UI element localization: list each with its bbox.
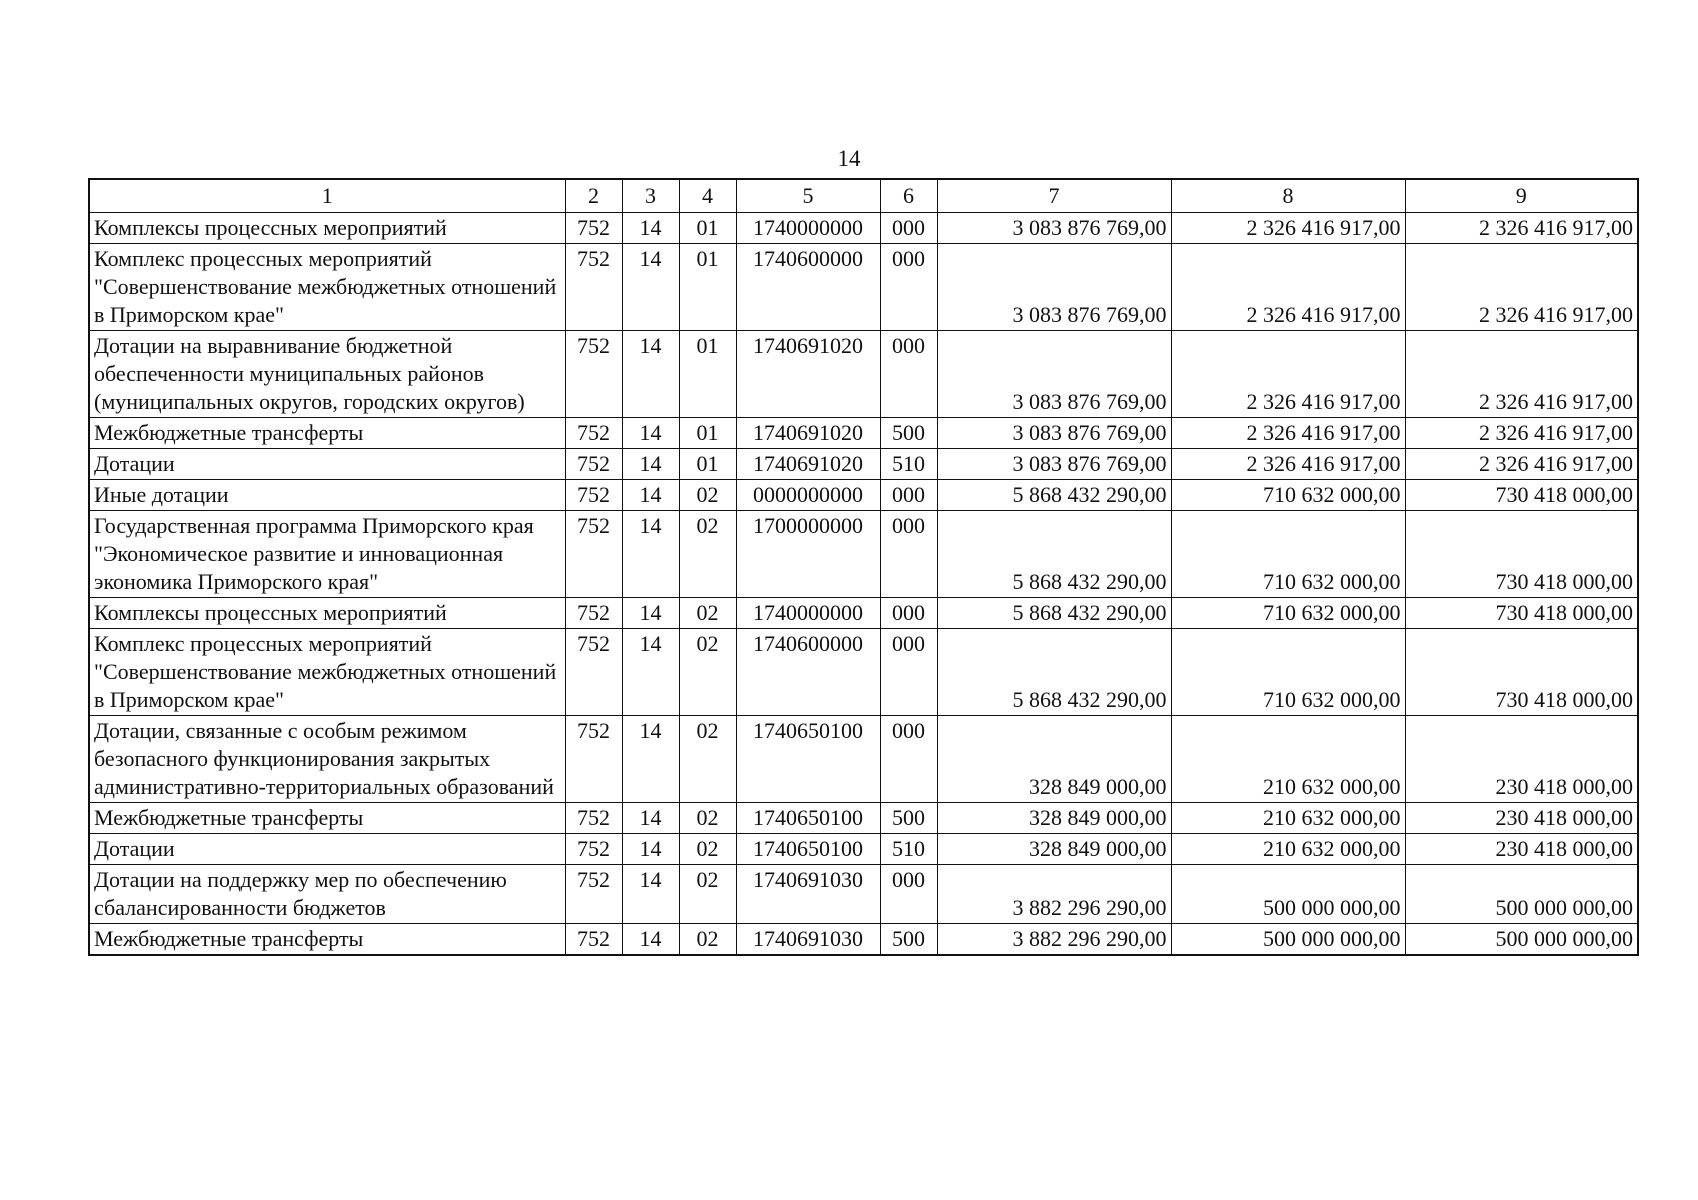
amount-col7-cell: 3 083 876 769,00: [937, 449, 1171, 480]
subsection-code-cell: 02: [679, 629, 736, 716]
subsection-code-cell: 02: [679, 924, 736, 956]
target-article-cell: 1740000000: [736, 598, 880, 629]
gr-code-cell: 752: [565, 418, 622, 449]
row-name-cell: Дотации: [89, 834, 565, 865]
gr-code-cell: 752: [565, 244, 622, 331]
target-article-cell: 0000000000: [736, 480, 880, 511]
amount-col8-cell: 500 000 000,00: [1171, 924, 1405, 956]
gr-code-cell: 752: [565, 598, 622, 629]
row-name-cell: Дотации на поддержку мер по обеспечению сбалансированности бюджетов: [89, 865, 565, 924]
amount-col8-cell: 210 632 000,00: [1171, 803, 1405, 834]
gr-code-cell: 752: [565, 449, 622, 480]
amount-col7-cell: 328 849 000,00: [937, 834, 1171, 865]
table-row: [89, 480, 1638, 511]
row-name-cell: Иные дотации: [89, 480, 565, 511]
target-article-cell: 1740600000: [736, 244, 880, 331]
table-row: [89, 924, 1638, 956]
amount-col8-cell: 710 632 000,00: [1171, 598, 1405, 629]
subsection-code-cell: 01: [679, 449, 736, 480]
row-name-cell: Комплекс процессных мероприятий "Совершенствование межбюджетных отношений в Приморском крае": [89, 629, 565, 716]
section-code-cell: 14: [622, 449, 679, 480]
header-cell: 3: [622, 179, 679, 213]
section-code-cell: 14: [622, 716, 679, 803]
gr-code-cell: 752: [565, 716, 622, 803]
subsection-code-cell: 02: [679, 598, 736, 629]
row-name-cell: Комплексы процессных мероприятий: [89, 598, 565, 629]
amount-col8-cell: 2 326 416 917,00: [1171, 213, 1405, 244]
table-row: [89, 834, 1638, 865]
amount-col7-cell: 3 882 296 290,00: [937, 924, 1171, 956]
header-cell: 9: [1405, 179, 1638, 213]
section-code-cell: 14: [622, 418, 679, 449]
section-code-cell: 14: [622, 213, 679, 244]
target-article-cell: 1740691030: [736, 865, 880, 924]
header-cell: 4: [679, 179, 736, 213]
subsection-code-cell: 01: [679, 331, 736, 418]
expense-type-cell: 000: [880, 331, 937, 418]
amount-col9-cell: 2 326 416 917,00: [1405, 213, 1638, 244]
expense-type-cell: 000: [880, 629, 937, 716]
section-code-cell: 14: [622, 511, 679, 598]
subsection-code-cell: 02: [679, 716, 736, 803]
amount-col7-cell: 3 882 296 290,00: [937, 865, 1171, 924]
table-row: [89, 629, 1638, 716]
amount-col9-cell: 730 418 000,00: [1405, 480, 1638, 511]
row-name-cell: Дотации, связанные с особым режимом безопасного функционирования закрытых административно-территориальных образований: [89, 716, 565, 803]
section-code-cell: 14: [622, 834, 679, 865]
amount-col9-cell: 730 418 000,00: [1405, 629, 1638, 716]
header-cell: 7: [937, 179, 1171, 213]
amount-col7-cell: 328 849 000,00: [937, 716, 1171, 803]
header-cell: 2: [565, 179, 622, 213]
expense-type-cell: 000: [880, 865, 937, 924]
row-name-cell: Комплексы процессных мероприятий: [89, 213, 565, 244]
amount-col9-cell: 2 326 416 917,00: [1405, 449, 1638, 480]
table-row: [89, 716, 1638, 803]
amount-col8-cell: 710 632 000,00: [1171, 629, 1405, 716]
row-name-cell: Государственная программа Приморского края "Экономическое развитие и инновационная экономика Приморского края": [89, 511, 565, 598]
gr-code-cell: 752: [565, 511, 622, 598]
page-number: 14: [837, 146, 861, 171]
expense-type-cell: 510: [880, 449, 937, 480]
section-code-cell: 14: [622, 629, 679, 716]
gr-code-cell: 752: [565, 480, 622, 511]
gr-code-cell: 752: [565, 865, 622, 924]
table-row: [89, 598, 1638, 629]
amount-col9-cell: 2 326 416 917,00: [1405, 418, 1638, 449]
amount-col7-cell: 3 083 876 769,00: [937, 331, 1171, 418]
target-article-cell: 1740691020: [736, 449, 880, 480]
amount-col7-cell: 5 868 432 290,00: [937, 480, 1171, 511]
amount-col9-cell: 230 418 000,00: [1405, 716, 1638, 803]
amount-col9-cell: 730 418 000,00: [1405, 598, 1638, 629]
amount-col7-cell: 5 868 432 290,00: [937, 629, 1171, 716]
gr-code-cell: 752: [565, 803, 622, 834]
amount-col9-cell: 230 418 000,00: [1405, 834, 1638, 865]
amount-col7-cell: 3 083 876 769,00: [937, 418, 1171, 449]
gr-code-cell: 752: [565, 629, 622, 716]
amount-col8-cell: 2 326 416 917,00: [1171, 418, 1405, 449]
target-article-cell: 1700000000: [736, 511, 880, 598]
table-row: [89, 331, 1638, 418]
target-article-cell: 1740650100: [736, 803, 880, 834]
table-header-row: [89, 179, 1638, 213]
target-article-cell: 1740600000: [736, 629, 880, 716]
subsection-code-cell: 01: [679, 418, 736, 449]
row-name-cell: Комплекс процессных мероприятий "Совершенствование межбюджетных отношений в Приморском крае": [89, 244, 565, 331]
subsection-code-cell: 02: [679, 511, 736, 598]
expense-type-cell: 510: [880, 834, 937, 865]
section-code-cell: 14: [622, 480, 679, 511]
amount-col9-cell: 230 418 000,00: [1405, 803, 1638, 834]
expense-type-cell: 000: [880, 480, 937, 511]
target-article-cell: 1740650100: [736, 834, 880, 865]
header-cell: 8: [1171, 179, 1405, 213]
target-article-cell: 1740691020: [736, 418, 880, 449]
row-name-cell: Межбюджетные трансферты: [89, 924, 565, 956]
expense-type-cell: 500: [880, 924, 937, 956]
gr-code-cell: 752: [565, 213, 622, 244]
table-row: [89, 418, 1638, 449]
amount-col9-cell: 500 000 000,00: [1405, 865, 1638, 924]
expense-type-cell: 500: [880, 803, 937, 834]
table-row: [89, 511, 1638, 598]
amount-col9-cell: 2 326 416 917,00: [1405, 331, 1638, 418]
gr-code-cell: 752: [565, 331, 622, 418]
section-code-cell: 14: [622, 865, 679, 924]
expense-type-cell: 000: [880, 244, 937, 331]
amount-col8-cell: 500 000 000,00: [1171, 865, 1405, 924]
subsection-code-cell: 02: [679, 865, 736, 924]
section-code-cell: 14: [622, 331, 679, 418]
expense-type-cell: 000: [880, 213, 937, 244]
header-cell: 5: [736, 179, 880, 213]
budget-table: [88, 178, 1639, 956]
amount-col9-cell: 500 000 000,00: [1405, 924, 1638, 956]
section-code-cell: 14: [622, 244, 679, 331]
subsection-code-cell: 02: [679, 803, 736, 834]
table-row: [89, 213, 1638, 244]
expense-type-cell: 000: [880, 716, 937, 803]
header-cell: 1: [89, 179, 565, 213]
gr-code-cell: 752: [565, 834, 622, 865]
row-name-cell: Дотации на выравнивание бюджетной обеспеченности муниципальных районов (муниципальных округов, городских округов): [89, 331, 565, 418]
amount-col7-cell: 3 083 876 769,00: [937, 213, 1171, 244]
subsection-code-cell: 02: [679, 834, 736, 865]
table-row: [89, 449, 1638, 480]
amount-col9-cell: 730 418 000,00: [1405, 511, 1638, 598]
subsection-code-cell: 01: [679, 213, 736, 244]
section-code-cell: 14: [622, 924, 679, 956]
amount-col8-cell: 2 326 416 917,00: [1171, 331, 1405, 418]
amount-col7-cell: 5 868 432 290,00: [937, 598, 1171, 629]
header-cell: 6: [880, 179, 937, 213]
table-row: [89, 244, 1638, 331]
section-code-cell: 14: [622, 598, 679, 629]
target-article-cell: 1740691020: [736, 331, 880, 418]
table-row: [89, 803, 1638, 834]
row-name-cell: Межбюджетные трансферты: [89, 803, 565, 834]
gr-code-cell: 752: [565, 924, 622, 956]
section-code-cell: 14: [622, 803, 679, 834]
amount-col7-cell: 328 849 000,00: [937, 803, 1171, 834]
expense-type-cell: 500: [880, 418, 937, 449]
expense-type-cell: 000: [880, 598, 937, 629]
row-name-cell: Дотации: [89, 449, 565, 480]
amount-col8-cell: 2 326 416 917,00: [1171, 244, 1405, 331]
target-article-cell: 1740000000: [736, 213, 880, 244]
expense-type-cell: 000: [880, 511, 937, 598]
subsection-code-cell: 01: [679, 244, 736, 331]
amount-col8-cell: 710 632 000,00: [1171, 511, 1405, 598]
target-article-cell: 1740650100: [736, 716, 880, 803]
amount-col7-cell: 5 868 432 290,00: [937, 511, 1171, 598]
amount-col7-cell: 3 083 876 769,00: [937, 244, 1171, 331]
amount-col8-cell: 210 632 000,00: [1171, 834, 1405, 865]
table-row: [89, 865, 1638, 924]
amount-col8-cell: 710 632 000,00: [1171, 480, 1405, 511]
amount-col8-cell: 210 632 000,00: [1171, 716, 1405, 803]
amount-col9-cell: 2 326 416 917,00: [1405, 244, 1638, 331]
target-article-cell: 1740691030: [736, 924, 880, 956]
row-name-cell: Межбюджетные трансферты: [89, 418, 565, 449]
amount-col8-cell: 2 326 416 917,00: [1171, 449, 1405, 480]
subsection-code-cell: 02: [679, 480, 736, 511]
